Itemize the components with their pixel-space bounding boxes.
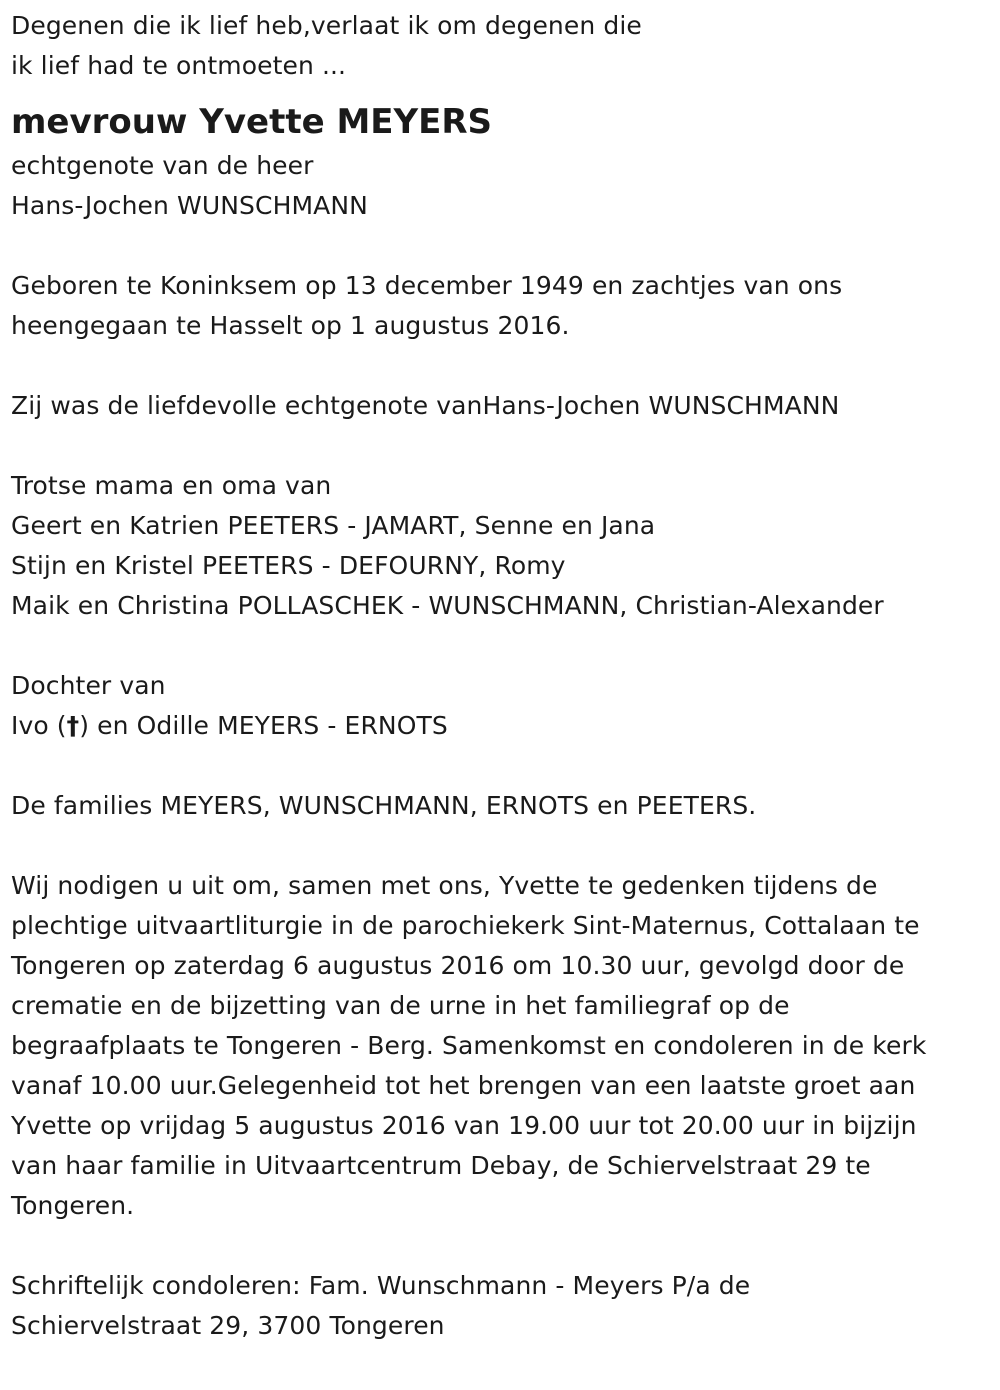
condolences-line: Schriftelijk condoleren: Fam. Wunschmann - Meyers P/a de (11, 1271, 751, 1300)
parents-block (11, 666, 991, 746)
spacer (11, 1226, 991, 1266)
condolences-line: Schiervelstraat 29, 3700 Tongeren (11, 1311, 445, 1340)
invitation-block (11, 866, 991, 1226)
children-line: Geert en Katrien PEETERS - JAMART, Senne en Jana (11, 511, 656, 540)
parents-line (11, 706, 991, 746)
beloved-wife-line: Zij was de liefdevolle echtgenote vanHans-Jochen WUNSCHMANN (11, 391, 840, 420)
birth-death-line: Geboren te Koninksem op 13 december 1949 en zachtjes van ons (11, 271, 843, 300)
spouse-line: Hans-Jochen WUNSCHMANN (11, 191, 368, 220)
spacer (11, 626, 991, 666)
quote-block (11, 6, 991, 86)
birth-death-line: heengegaan te Hasselt op 1 augustus 2016. (11, 311, 570, 340)
parents-intro: Dochter van (11, 671, 166, 700)
families-line: De families MEYERS, WUNSCHMANN, ERNOTS en PEETERS. (11, 791, 757, 820)
spacer (11, 746, 991, 786)
spacer (11, 226, 991, 266)
spacer (11, 826, 991, 866)
birth-death-block (11, 266, 991, 346)
invitation-line: Wij nodigen u uit om, samen met ons, Yvette te gedenken tijdens de (11, 871, 878, 900)
invitation-line: begraafplaats te Tongeren - Berg. Samenkomst en condoleren in de kerk (11, 1031, 927, 1060)
invitation-line: van haar familie in Uitvaartcentrum Debay, de Schiervelstraat 29 te (11, 1151, 871, 1180)
quote-line: ik lief had te ontmoeten ... (11, 51, 347, 80)
spacer (11, 346, 991, 386)
children-line: Stijn en Kristel PEETERS - DEFOURNY, Romy (11, 551, 566, 580)
deceased-name: mevrouw Yvette MEYERS (11, 102, 493, 142)
father-name: Ivo ( (11, 711, 67, 740)
quote-line: Degenen die ik lief heb,verlaat ik om degenen die (11, 11, 642, 40)
invitation-line: plechtige uitvaartliturgie in de parochiekerk Sint-Maternus, Cottalaan te (11, 911, 920, 940)
invitation-line: Tongeren. (11, 1191, 135, 1220)
condolences-block (11, 1266, 991, 1346)
invitation-line: Tongeren op zaterdag 6 augustus 2016 om 10.30 uur, gevolgd door de (11, 951, 905, 980)
children-line: Maik en Christina POLLASCHEK - WUNSCHMANN, Christian-Alexander (11, 591, 884, 620)
invitation-line: vanaf 10.00 uur.Gelegenheid tot het brengen van een laatste groet aan (11, 1071, 916, 1100)
spacer (11, 426, 991, 466)
cross-icon: † (66, 711, 80, 740)
children-line: Trotse mama en oma van (11, 471, 332, 500)
children-block (11, 466, 991, 626)
obituary-notice (11, 6, 991, 1346)
invitation-line: crematie en de bijzetting van de urne in het familiegraf op de (11, 991, 790, 1020)
invitation-line: Yvette op vrijdag 5 augustus 2016 van 19.00 uur tot 20.00 uur in bijzijn (11, 1111, 917, 1140)
spouse-block (11, 146, 991, 226)
spouse-line: echtgenote van de heer (11, 151, 314, 180)
parents-rest: ) en Odille MEYERS - ERNOTS (79, 711, 448, 740)
